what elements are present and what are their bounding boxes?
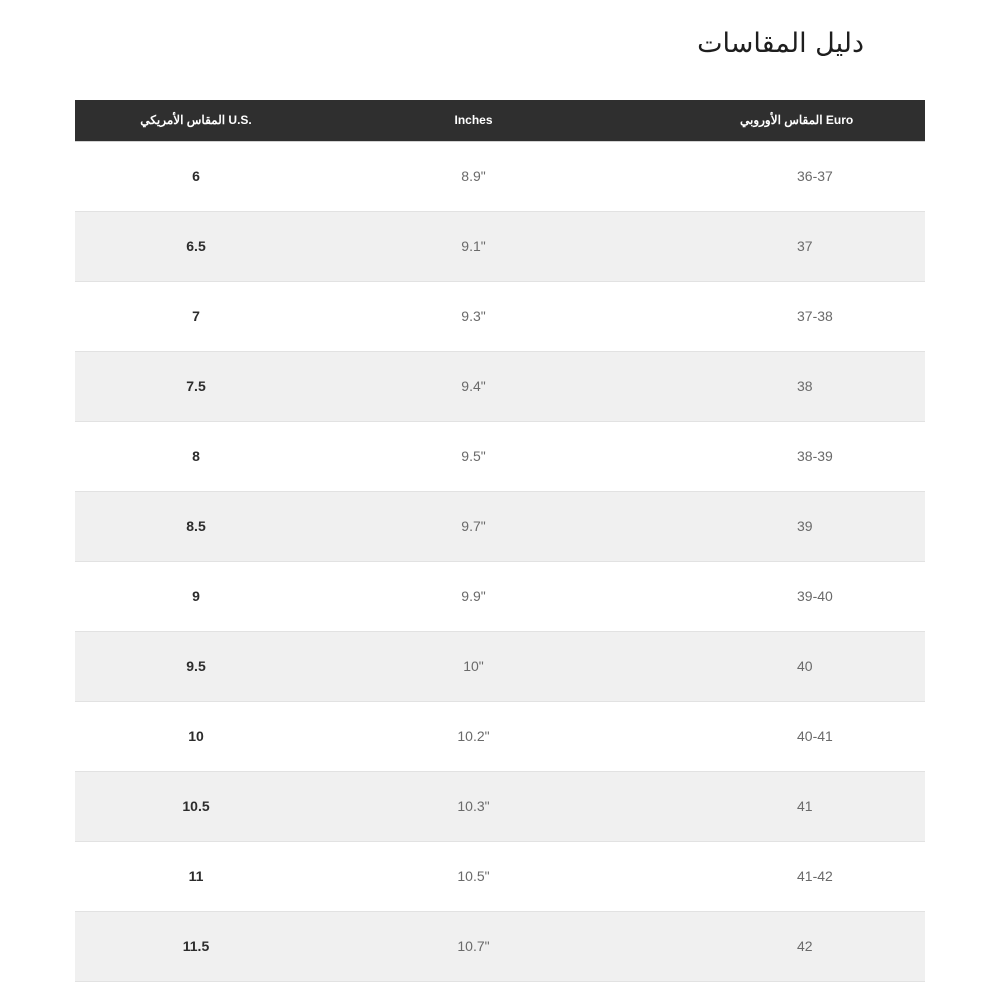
table-row — [75, 841, 925, 911]
inches-cell: 10.2" — [457, 728, 490, 744]
column-header-us-label: المقاس الأمريكي U.S. — [140, 113, 252, 128]
table-body — [75, 141, 925, 981]
table-row — [75, 631, 925, 701]
us-size-cell: 6.5 — [186, 238, 206, 254]
table-row — [75, 281, 925, 351]
table-header — [75, 100, 925, 141]
euro-size-cell: 40-41 — [797, 728, 833, 744]
inches-cell: 9.5" — [461, 448, 486, 464]
us-size-cell: 7 — [192, 308, 200, 324]
euro-size-cell: 40 — [797, 658, 813, 674]
us-size-cell: 9.5 — [186, 658, 206, 674]
inches-cell: 8.9" — [461, 168, 486, 184]
table-row — [75, 421, 925, 491]
inches-cell: 9.7" — [461, 518, 486, 534]
us-size-cell: 8 — [192, 448, 200, 464]
euro-size-cell: 37-38 — [797, 308, 833, 324]
table-row — [75, 491, 925, 561]
inches-cell: 9.1" — [461, 238, 486, 254]
inches-cell: 9.9" — [461, 588, 486, 604]
euro-size-cell: 39-40 — [797, 588, 833, 604]
us-size-cell: 11.5 — [182, 938, 210, 954]
inches-cell: 10.3" — [457, 798, 490, 814]
euro-size-cell: 38-39 — [797, 448, 833, 464]
header-row — [75, 100, 925, 141]
column-header-inches — [317, 100, 630, 141]
column-header-euro-label: المقاس الأوروبي Euro — [740, 113, 854, 128]
table-row — [75, 351, 925, 421]
table-row — [75, 701, 925, 771]
table-row — [75, 911, 925, 981]
column-header-euro — [630, 100, 925, 141]
euro-size-cell: 39 — [797, 518, 813, 534]
euro-size-cell: 41-42 — [797, 868, 833, 884]
table-row — [75, 771, 925, 841]
us-size-cell: 10.5 — [182, 798, 210, 814]
euro-size-cell: 42 — [797, 938, 813, 954]
euro-size-cell: 38 — [797, 378, 813, 394]
inches-cell: 9.3" — [461, 308, 486, 324]
us-size-cell: 9 — [192, 588, 200, 604]
us-size-cell: 10 — [188, 728, 204, 744]
us-size-cell: 11 — [188, 868, 204, 884]
column-header-us — [75, 100, 317, 141]
euro-size-cell: 37 — [797, 238, 813, 254]
us-size-cell: 6 — [192, 168, 200, 184]
euro-size-cell: 36-37 — [797, 168, 833, 184]
inches-cell: 9.4" — [461, 378, 486, 394]
column-header-inches-label: Inches — [454, 113, 493, 128]
inches-cell: 10.5" — [457, 868, 490, 884]
table-row — [75, 141, 925, 211]
inches-cell: 10" — [463, 658, 484, 674]
inches-cell: 10.7" — [457, 938, 490, 954]
us-size-cell: 8.5 — [186, 518, 206, 534]
table-row — [75, 561, 925, 631]
page-title: دليل المقاسات — [697, 28, 864, 59]
us-size-cell: 7.5 — [186, 378, 206, 394]
size-chart-table — [75, 100, 925, 982]
euro-size-cell: 41 — [797, 798, 813, 814]
table-row — [75, 211, 925, 281]
